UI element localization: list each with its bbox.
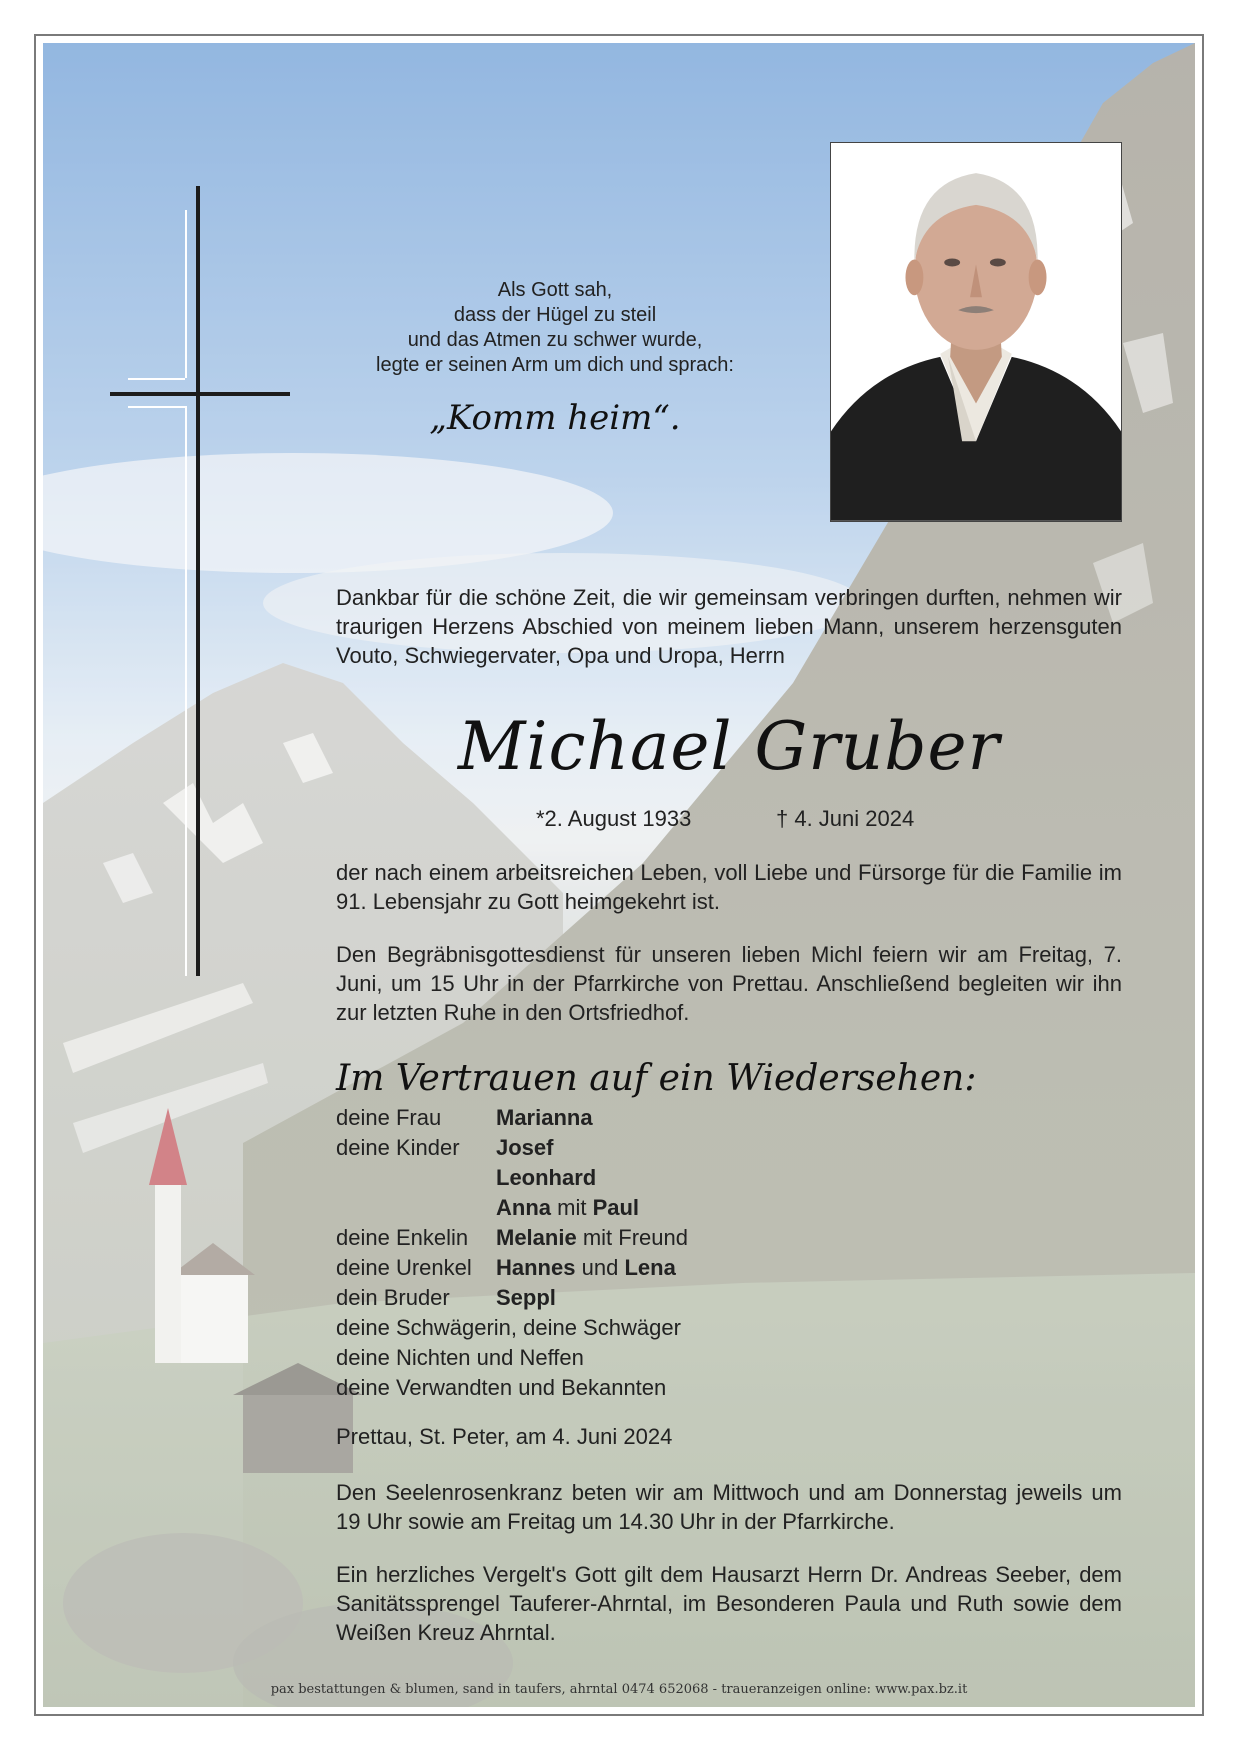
survivor-name: Anna <box>496 1195 551 1220</box>
survivor-conjunction: mit <box>557 1195 587 1220</box>
survivor-row-other: deine Schwägerin, deine Schwäger <box>336 1315 681 1340</box>
footer: pax bestattungen & blumen, sand in taufers, ahrntal 0474 652068 - traueranzeigen online: www.pax.bz.it <box>270 1682 968 1697</box>
portrait-image <box>831 143 1121 521</box>
survivor-conjunction: und <box>581 1255 619 1280</box>
deceased-name: Michael Gruber <box>457 708 1001 785</box>
cross-icon <box>196 186 200 976</box>
life-paragraph: der nach einem arbeitsreichen Leben, voll Liebe und Fürsorge für die Familie im 91. Lebensjahr zu Gott heimgekehrt ist. <box>336 860 1122 914</box>
survivors-heading: Im Vertrauen auf ein Wiedersehen: <box>336 1058 977 1099</box>
survivor-row-other: deine Verwandten und Bekannten <box>336 1375 667 1400</box>
survivor-relation: deine Kinder <box>336 1135 460 1160</box>
cross-icon-bar <box>110 392 290 396</box>
funeral-paragraph: Den Begräbnisgottesdienst für unseren lieben Michl feiern wir am Freitag, 7. Juni, um 15 Uhr in der Pfarrkirche von Prettau. Anschließend begleiten wir ihn zur letzten Ruhe in den Ortsfriedhof. <box>336 942 1122 1025</box>
cross-accent-line <box>185 210 187 378</box>
survivor-name: Paul <box>592 1195 640 1220</box>
survivor-name: Marianna <box>496 1105 593 1130</box>
survivor-row <box>336 1223 1122 1253</box>
birth-date: *2. August 1933 <box>536 806 692 831</box>
survivor-row <box>336 1103 1122 1133</box>
poem-line: und das Atmen zu schwer wurde, <box>407 329 703 351</box>
survivor-conjunction: mit Freund <box>582 1225 688 1250</box>
survivor-row <box>336 1193 1122 1223</box>
intro-paragraph: Dankbar für die schöne Zeit, die wir gemeinsam verbringen durften, nehmen wir traurigen Herzens Abschied von meinem lieben Mann, unserem herzensguten Vouto, Schwiegervater, Opa und Uropa, Herrn <box>336 585 1122 668</box>
survivor-row <box>336 1253 1122 1283</box>
poem-line: legte er seinen Arm um dich und sprach: <box>376 354 734 376</box>
survivor-name: Lena <box>624 1255 676 1280</box>
survivor-row <box>336 1133 1122 1163</box>
survivor-name: Seppl <box>496 1285 556 1310</box>
cross-accent-line <box>128 406 185 408</box>
cross-accent-line <box>185 406 187 976</box>
survivor-relation <box>336 1193 496 1223</box>
thanks-paragraph: Ein herzliches Vergelt's Gott gilt dem Hausarzt Herrn Dr. Andreas Seeber, dem Sanitätssprengel Tauferer-Ahrntal, im Besonderen Paula und Ruth sowie dem Weißen Kreuz Ahrntal. <box>336 1562 1122 1645</box>
survivor-relation: dein Bruder <box>336 1285 450 1310</box>
survivor-relation: deine Urenkel <box>336 1255 472 1280</box>
survivor-relation <box>336 1163 496 1193</box>
survivors-list <box>336 1103 1122 1403</box>
survivor-name: Josef <box>496 1135 554 1160</box>
survivor-name: Hannes <box>496 1255 576 1280</box>
poem-quote: „Komm heim“. <box>429 398 681 438</box>
place-date: Prettau, St. Peter, am 4. Juni 2024 <box>336 1424 673 1449</box>
survivor-relation: deine Frau <box>336 1105 442 1130</box>
cross-accent-line <box>128 378 185 380</box>
survivor-row <box>336 1283 1122 1313</box>
rosary-paragraph: Den Seelenrosenkranz beten wir am Mittwoch und am Donnerstag jeweils um 19 Uhr sowie am Freitag um 14.30 Uhr in der Pfarrkirche. <box>336 1480 1122 1534</box>
survivor-row <box>336 1163 1122 1193</box>
poem <box>310 278 800 378</box>
survivor-name: Melanie <box>496 1225 577 1250</box>
death-date: † 4. Juni 2024 <box>776 806 915 831</box>
survivor-row-other: deine Nichten und Neffen <box>336 1345 584 1370</box>
poem-line: dass der Hügel zu steil <box>453 304 657 326</box>
survivor-relation: deine Enkelin <box>336 1225 469 1250</box>
poem-line: Als Gott sah, <box>497 279 613 301</box>
portrait-photo <box>830 142 1122 522</box>
survivor-name: Leonhard <box>496 1165 597 1190</box>
